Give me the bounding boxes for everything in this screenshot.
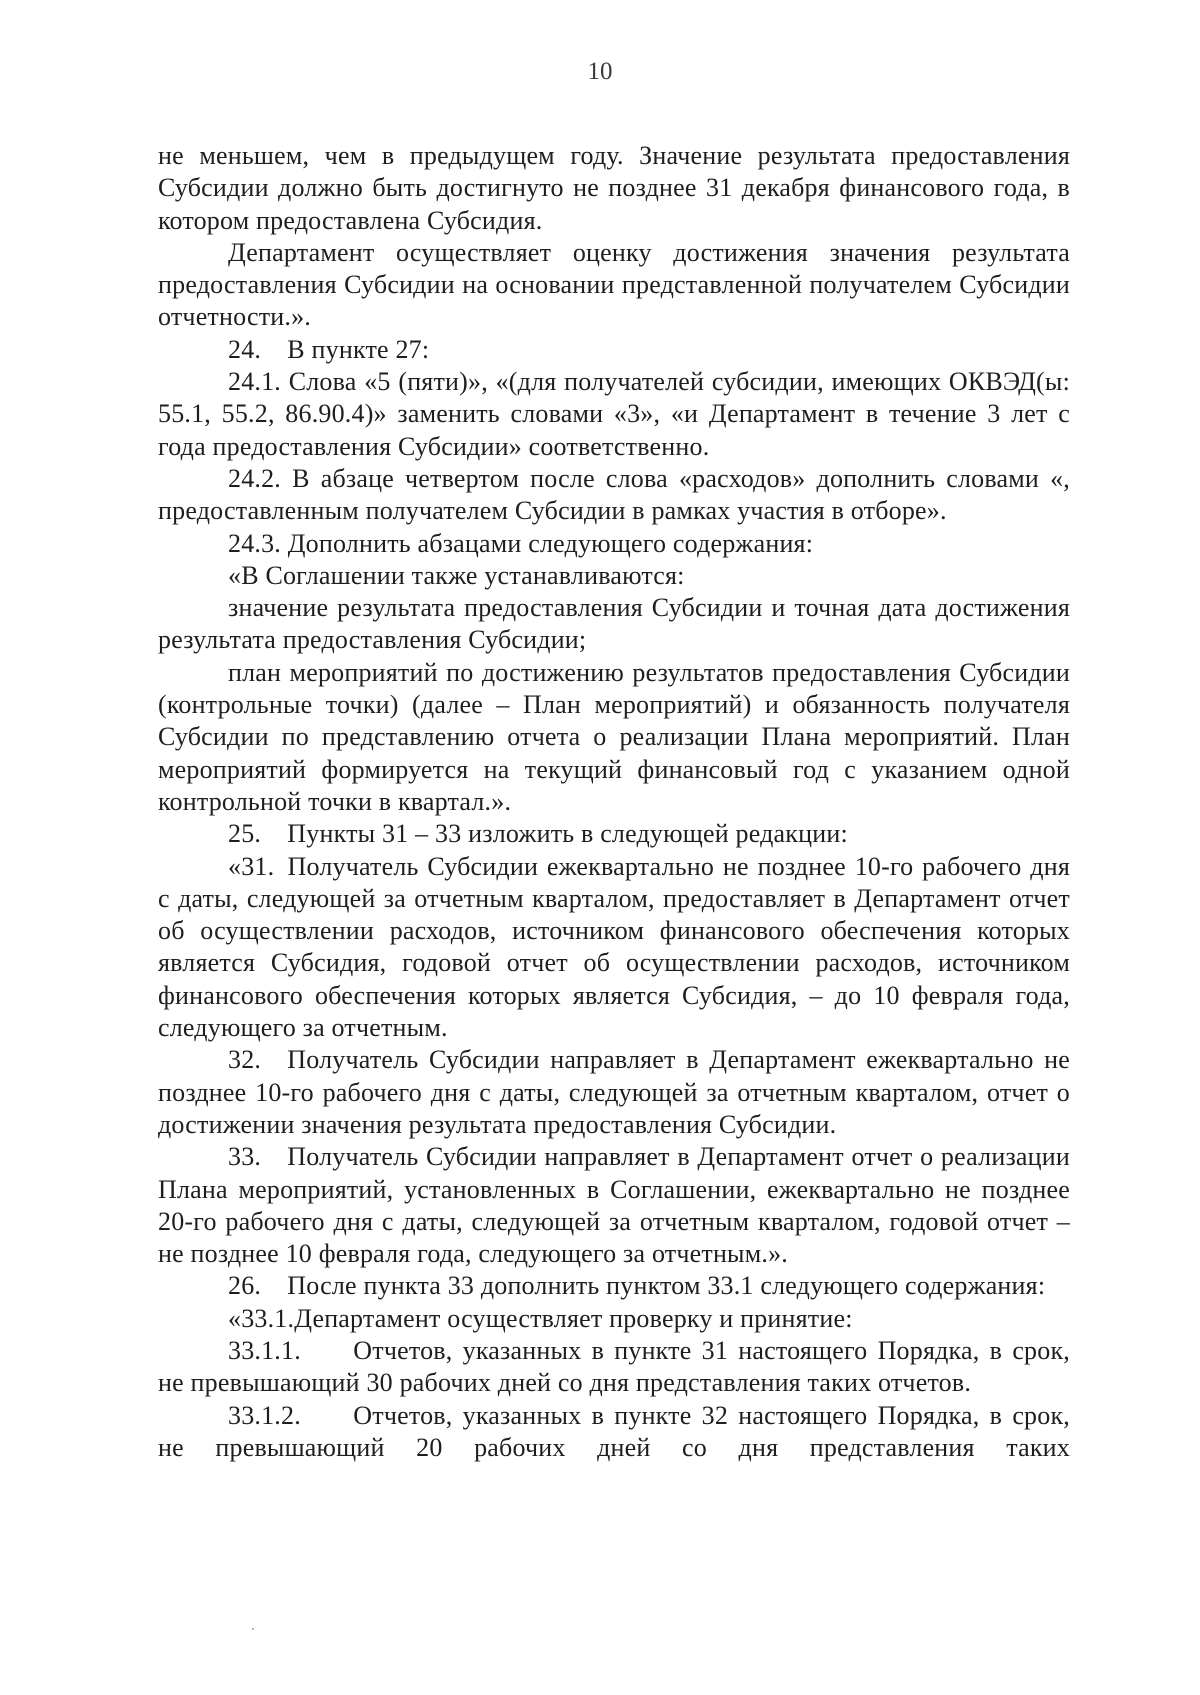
item-33-1-2: 33.1.2. Отчетов, указанных в пункте 32 настоящего Порядка, в срок, не превышающий 20 рабочих дней со дня представления таких [158,1400,1070,1462]
paragraph-action-plan: план мероприятий по достижению результатов предоставления Субсидии (контрольные точки) (далее – План мероприятий) и обязанность получателя Субсидии по представлению отчета о реализации Плана мероприятий. План мероприятий формируется на текущий финансовый год с указанием одной контрольной точки в квартал.». [158,657,1070,816]
paragraph-result-value: значение результата предоставления Субсидии и точная дата достижения результата предоставления Субсидии; [158,593,1070,655]
scan-speck [252,1628,254,1630]
paragraph-continuation: не меньшем, чем в предыдущем году. Значение результата предоставления Субсидии должно быть достигнуто не позднее 31 декабря финансового года, в котором предоставлена Субсидия. [158,141,1070,235]
page-number: 10 [587,58,613,85]
document-body [158,140,1070,1464]
item-31: «31. Получатель Субсидии ежеквартально не позднее 10-го рабочего дня с даты, следующей за отчетным кварталом, предоставляет в Департамент отчет об осуществлении расходов, источником финансового обеспечения которых является Субсидия, годовой отчет об осуществлении расходов, источником финансового обеспечения которых является Субсидия, – до 10 февраля года, следующего за отчетным. [158,851,1070,1043]
item-24-3: 24.3. Дополнить абзацами следующего содержания: [228,528,814,558]
item-33-1: «33.1.Департамент осуществляет проверку и принятие: [228,1303,853,1333]
item-24-1: 24.1. Слова «5 (пяти)», «(для получателей субсидии, имеющих ОКВЭД(ы: 55.1, 55.2, 86.90.4)» заменить словами «3», «и Департамент в течение 3 лет с года предоставления Субсидии» соответственно. [158,367,1070,461]
paragraph-agreement-intro: «В Соглашении также устанавливаются: [228,560,685,590]
item-33-1-1: 33.1.1. Отчетов, указанных в пункте 31 настоящего Порядка, в срок, не превышающий 30 рабочих дней со дня представления таких отчетов. [158,1335,1070,1398]
paragraph-department-assessment: Департамент осуществляет оценку достижения значения результата предоставления Субсидии на основании представленной получателем Субсидии отчетности.». [158,237,1070,332]
item-24-2: 24.2. В абзаце четвертом после слова «расходов» дополнить словами «, предоставленным получателем Субсидии в рамках участия в отборе». [158,463,1070,526]
item-24: 24. В пункте 27: [228,334,430,364]
item-33: 33. Получатель Субсидии направляет в Департамент отчет о реализации Плана мероприятий, установленных в Соглашении, ежеквартально не позднее 20-го рабочего дня с даты, следующей за отчетным кварталом, годовой отчет – не позднее 10 февраля года, следующего за отчетным.». [158,1142,1070,1269]
item-32: 32. Получатель Субсидии направляет в Департамент ежеквартально не позднее 10-го рабочего дня с даты, следующей за отчетным кварталом, отчет о достижении значения результата предоставления Субсидии. [158,1045,1070,1139]
item-25: 25. Пункты 31 – 33 изложить в следующей редакции: [228,819,848,849]
item-26: 26. После пункта 33 дополнить пунктом 33.1 следующего содержания: [228,1271,1046,1301]
